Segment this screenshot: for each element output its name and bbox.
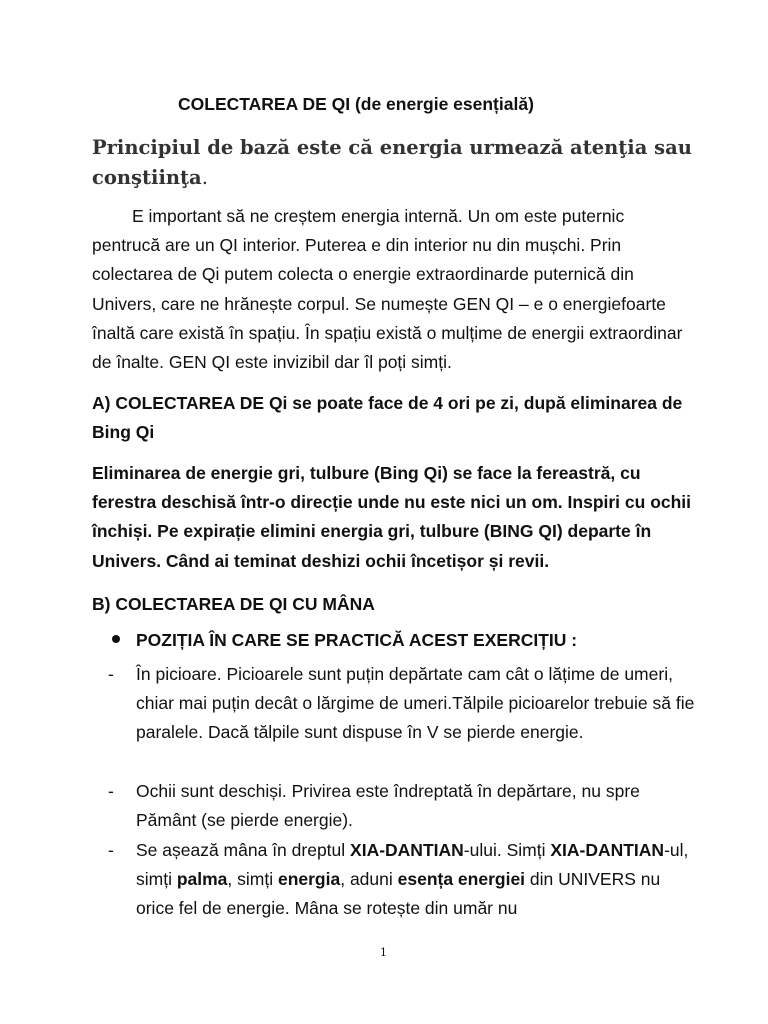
list-item-feet [108, 660, 698, 748]
bullet-item [112, 630, 577, 651]
section-b-heading: B) COLECTAREA DE QI CU MÂNA [92, 594, 375, 614]
text-run: -ului. Simți [463, 840, 551, 860]
term-esenta-energiei: esența energiei [397, 869, 526, 890]
elimination-paragraph: Eliminarea de energie gri, tulbure (Bing Qi) se face la fereastră, cu ferestra deschisă într-o direcție unde nu este nici un om. Inspiri cu ochii închiși. Pe expirație elimini energia gri, tulbure (BING QI) departe în Univers. Când ai teminat deshizi ochii încetișor și revii. [92, 463, 692, 571]
principle-period: . [201, 166, 208, 189]
dash-marker: - [108, 781, 114, 801]
bullet-icon [112, 635, 120, 643]
term-palma: palma [176, 869, 228, 890]
dash-marker: - [108, 664, 114, 684]
document-title: COLECTAREA DE QI (de energie esențială) [178, 94, 534, 114]
section-a-heading: A) COLECTAREA DE Qi se poate face de 4 ori pe zi, după eliminarea de Bing Qi [92, 393, 683, 443]
principle-text: Principiul de bază este că energia urmează atenţia sau conştiinţa [92, 136, 692, 189]
list-item-text: Ochii sunt deschiși. Privirea este îndreptată în depărtare, nu spre Pământ (se pierde energie). [136, 781, 640, 831]
list-item-hand [108, 836, 698, 924]
dash-marker: - [108, 840, 114, 860]
page-number: 1 [380, 946, 387, 959]
term-xia-dantian: XIA-DANTIAN [550, 840, 665, 860]
principle-heading [92, 133, 692, 193]
text-run: -ul, simți [136, 840, 689, 890]
text-run: , simți [227, 869, 278, 890]
text-run: Se așează mâna în dreptul [136, 840, 351, 860]
bullet-text: POZIȚIA ÎN CARE SE PRACTICĂ ACEST EXERCIȚIU : [136, 630, 578, 650]
text-run: , aduni [340, 869, 398, 890]
list-item-text [136, 836, 698, 924]
term-xia-dantian: XIA-DANTIAN [350, 840, 464, 860]
list-item-text: În picioare. Picioarele sunt puțin depărtate cam cât o lățime de umeri, chiar mai puțin decât o lărgime de umeri.Tălpile picioarelor trebuie să fie paralele. Dacă tălpile sunt dispuse în V se pierde energie. [136, 664, 695, 743]
intro-paragraph: E important să ne creștem energia internă. Un om este puternic pentrucă are un QI interior. Puterea e din interior nu din mușchi. Prin colectarea de Qi putem colecta o energie extraordinarde puternică din Univers, care ne hrănește corpul. Se numește GEN QI – e o energiefoarte înaltă care există în spațiu. În spațiu există o mulțime de energii extraordinar de înalte. GEN QI este invizibil dar îl poți simți. [92, 206, 683, 373]
text-run: din UNIVERS nu orice fel de energie. Mâna se rotește din umăr nu [136, 869, 661, 919]
list-item-eyes [108, 777, 698, 835]
term-energia: energia [277, 869, 341, 890]
